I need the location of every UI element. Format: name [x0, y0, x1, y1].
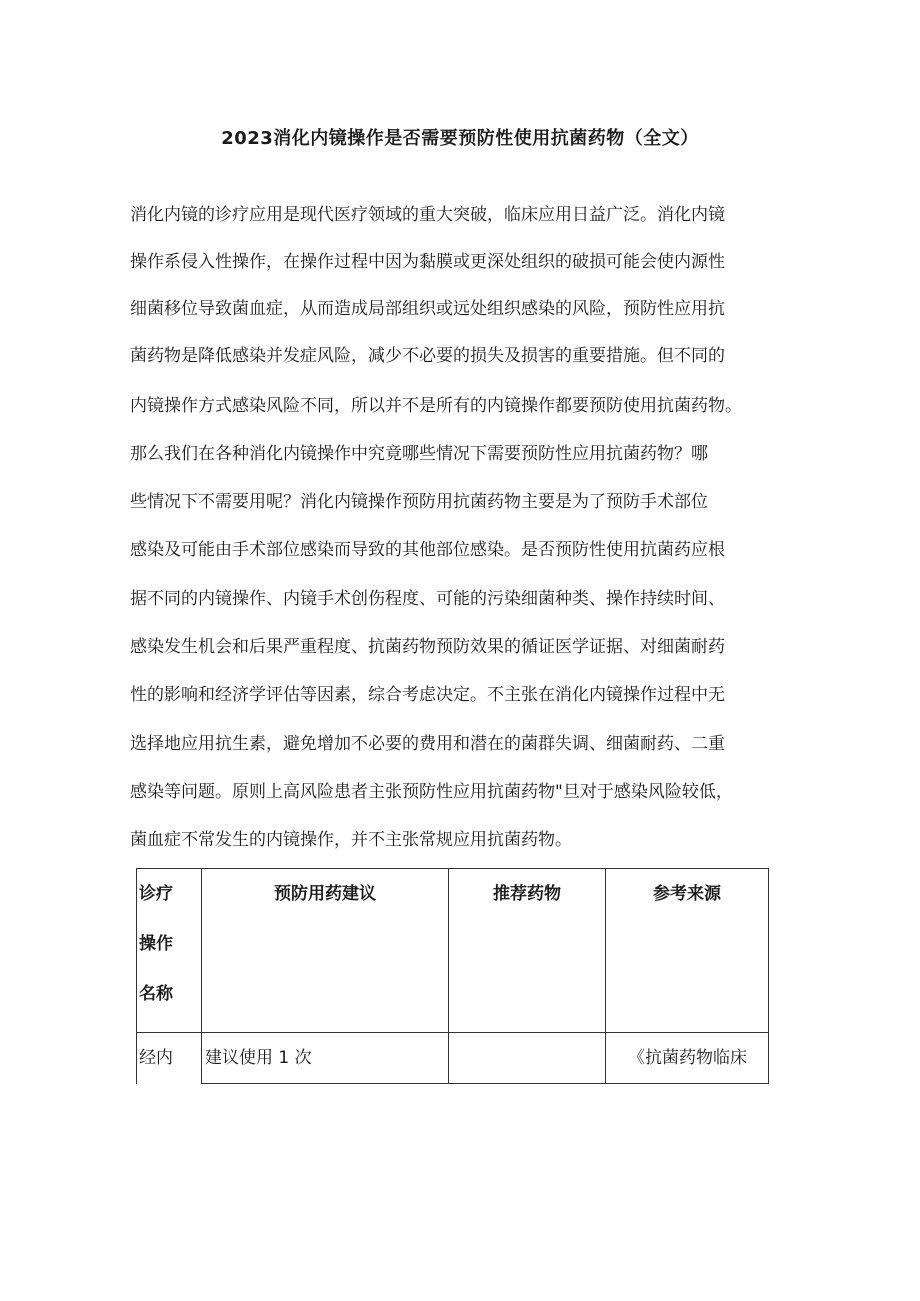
paragraph-line: 消化内镜的诊疗应用是现代医疗领域的重大突破，临床应用日益广泛。消化内镜	[130, 205, 725, 225]
header-cell-prevention-advice: 预防用药建议	[202, 869, 449, 1033]
header-cell-procedure-name	[137, 869, 202, 1033]
table-cell: 建议使用 1 次	[202, 1033, 449, 1084]
table-cell: 《抗菌药物临床	[606, 1033, 769, 1084]
paragraph-line: 些情况下不需要用呢？消化内镜操作预防用抗菌药物主要是为了预防手术部位	[130, 492, 708, 512]
table-cell: 经内	[137, 1033, 202, 1084]
paragraph-line: 菌血症不常发生的内镜操作，并不主张常规应用抗菌药物。	[130, 830, 572, 850]
paragraph-line: 据不同的内镜操作、内镜手术创伤程度、可能的污染细菌种类、操作持续时间、	[130, 589, 725, 609]
header-text-line: 诊疗	[139, 884, 173, 904]
paragraph-line: 那么我们在各种消化内镜操作中究竟哪些情况下需要预防性应用抗菌药物？哪	[130, 444, 708, 464]
paragraph-line: 选择地应用抗生素，避免增加不必要的费用和潜在的菌群失调、细菌耐药、二重	[130, 734, 725, 754]
paragraph-line: 性的影响和经济学评估等因素，综合考虑决定。不主张在消化内镜操作过程中无	[130, 685, 725, 705]
paragraph-line: 细菌移位导致菌血症，从而造成局部组织或远处组织感染的风险，预防性应用抗	[130, 299, 725, 319]
paragraph-line: 感染等问题。原则上高风险患者主张预防性应用抗菌药物"旦对于感染风险较低，	[130, 782, 733, 802]
header-cell-recommended-drug: 推荐药物	[449, 869, 606, 1033]
paragraph-line: 菌药物是降低感染并发症风险，减少不必要的损失及损害的重要措施。但不同的	[130, 346, 725, 366]
table-cell	[449, 1033, 606, 1084]
paragraph-line: 操作系侵入性操作，在操作过程中因为黏膜或更深处组织的破损可能会使内源性	[130, 252, 725, 272]
paragraph-line: 感染发生机会和后果严重程度、抗菌药物预防效果的循证医学证据、对细菌耐药	[130, 637, 725, 657]
paragraph-line: 感染及可能由手术部位感染而导致的其他部位感染。是否预防性使用抗菌药应根	[130, 540, 725, 560]
paragraph-line: 内镜操作方式感染风险不同，所以并不是所有的内镜操作都要预防使用抗菌药物。	[130, 396, 742, 416]
antibiotic-recommendation-table	[136, 868, 769, 1084]
document-title: 2023消化内镜操作是否需要预防性使用抗菌药物（全文）	[221, 128, 699, 149]
header-text-line: 名称	[139, 984, 173, 1004]
header-text-line: 操作	[139, 934, 173, 954]
table-header-row	[137, 869, 769, 1033]
table-row	[137, 1033, 769, 1084]
header-cell-reference-source: 参考来源	[606, 869, 769, 1033]
